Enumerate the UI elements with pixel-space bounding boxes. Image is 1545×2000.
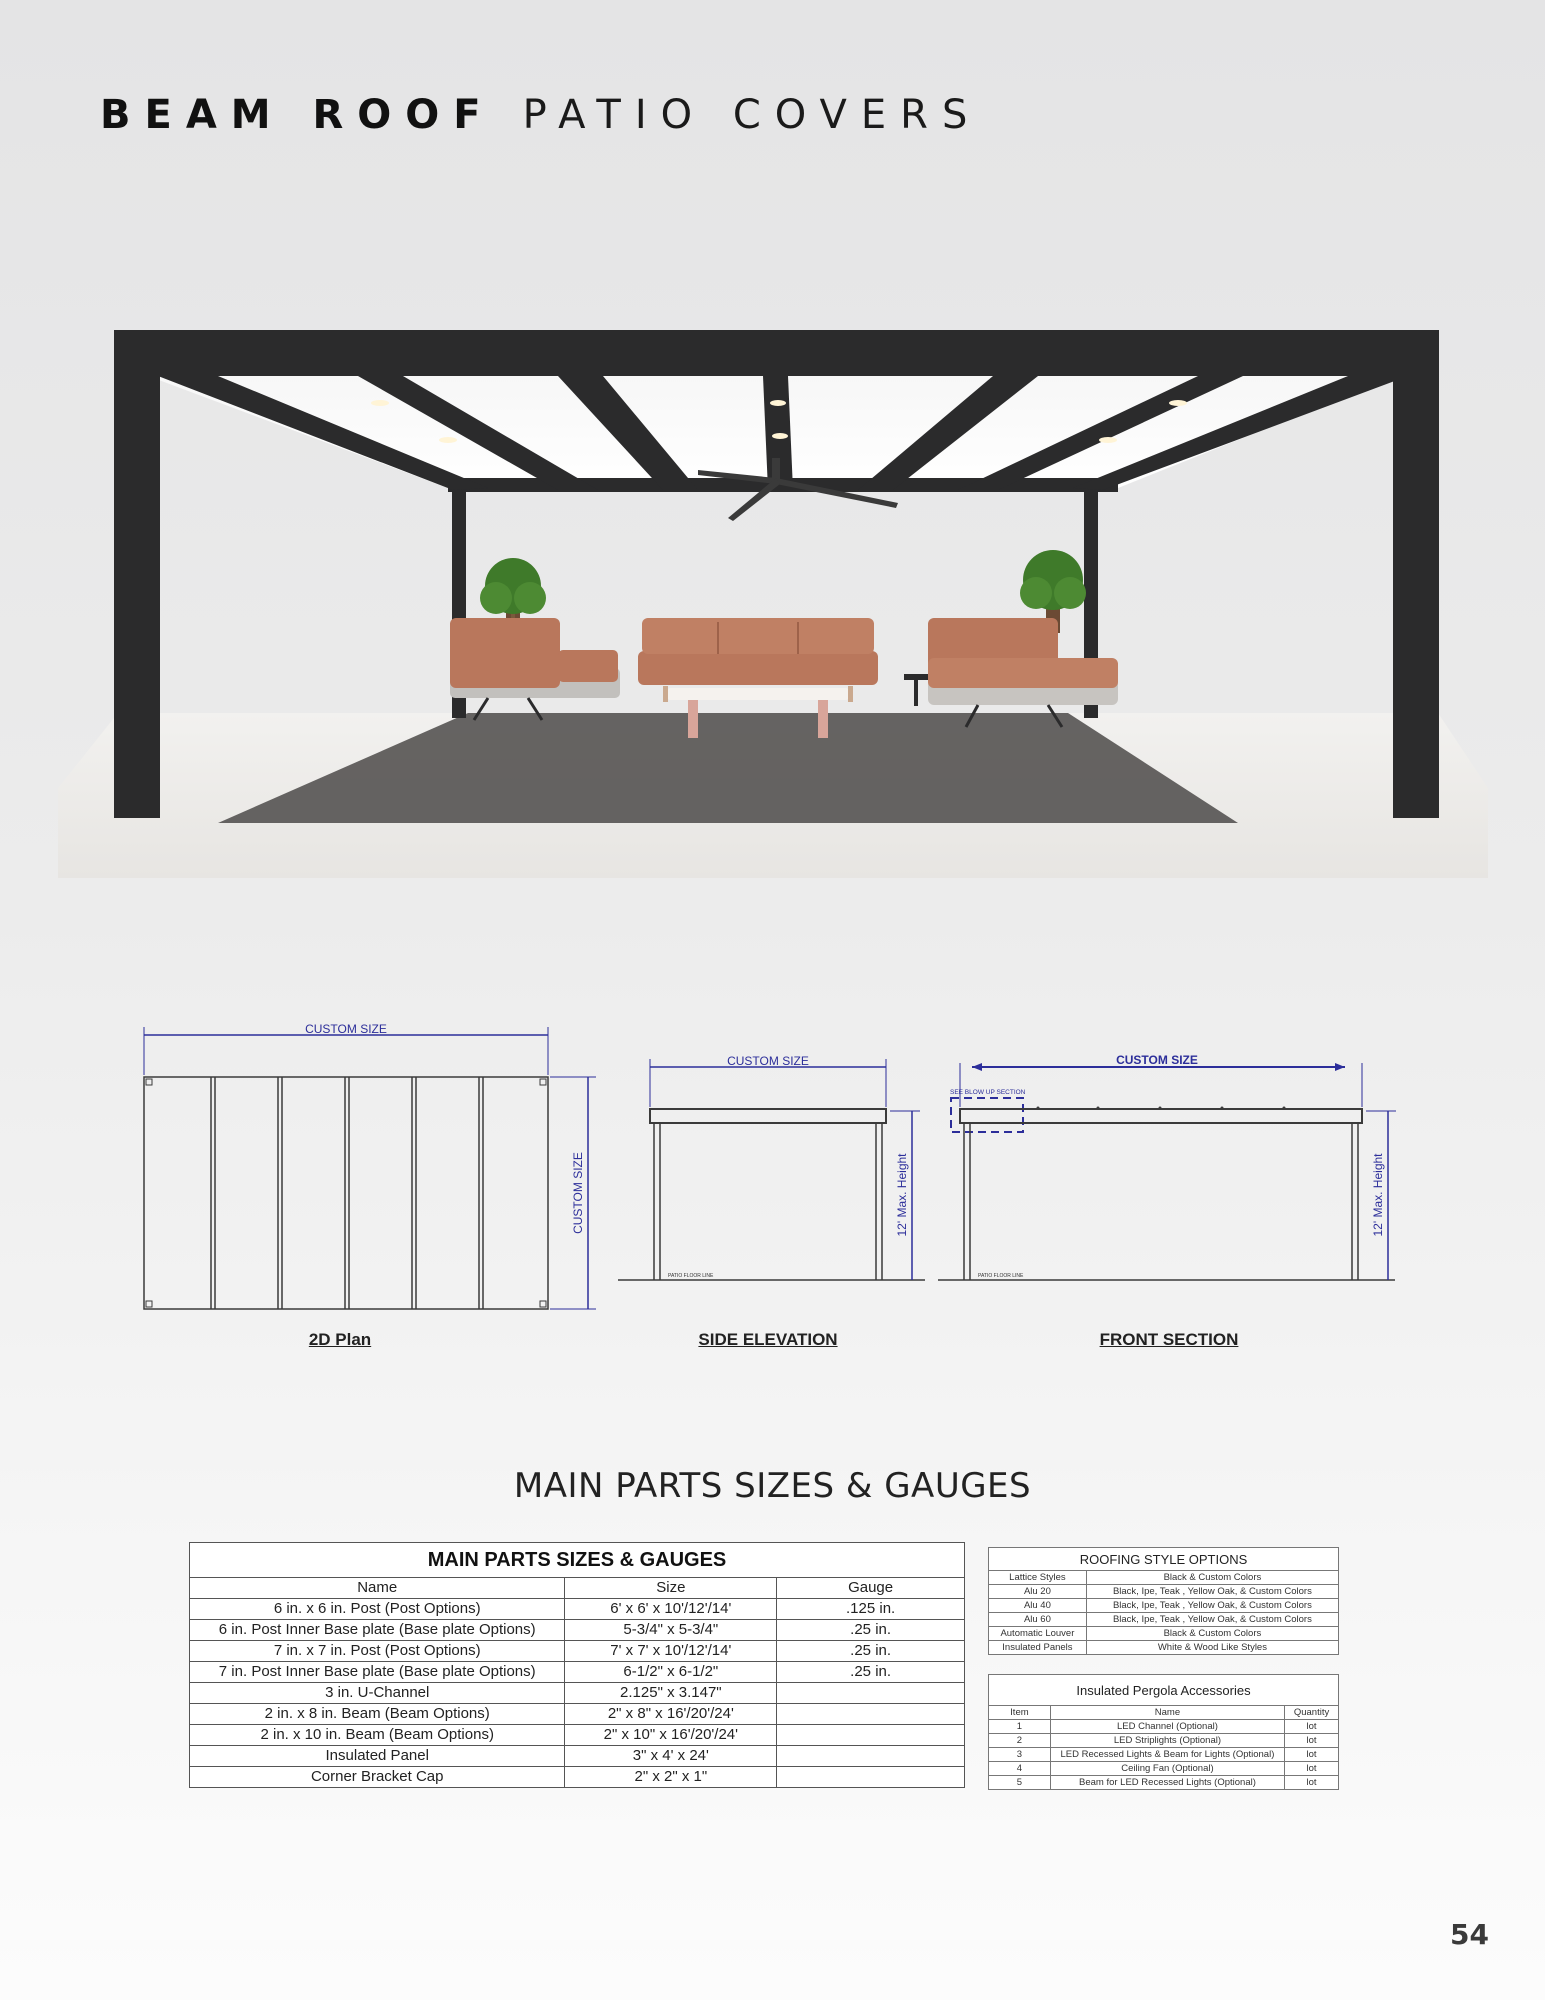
title-bold-part: BEAM ROOF	[100, 92, 495, 138]
table-row	[190, 1683, 965, 1704]
table-row	[989, 1599, 1339, 1613]
drawings-svg	[130, 1015, 1410, 1360]
part-name: Corner Bracket Cap	[190, 1767, 565, 1788]
side-elevation-caption: SIDE ELEVATION	[698, 1330, 838, 1349]
column-header: Quantity	[1285, 1706, 1339, 1720]
table-row	[190, 1620, 965, 1641]
roof-colors: White & Wood Like Styles	[1086, 1641, 1338, 1655]
side-table	[904, 674, 928, 706]
part-gauge: .25 in.	[777, 1641, 965, 1662]
table-row	[989, 1720, 1339, 1734]
item-name: Ceiling Fan (Optional)	[1050, 1762, 1284, 1776]
plan-view	[144, 1022, 596, 1309]
part-size: 3" x 4' x 24'	[565, 1746, 777, 1767]
page-number: 54	[1450, 1918, 1489, 1951]
column-header: Size	[565, 1578, 777, 1599]
part-name: 2 in. x 10 in. Beam (Beam Options)	[190, 1725, 565, 1746]
table-row	[989, 1627, 1339, 1641]
part-size: 5-3/4" x 5-3/4"	[565, 1620, 777, 1641]
part-size: 6-1/2" x 6-1/2"	[565, 1662, 777, 1683]
part-gauge: .25 in.	[777, 1620, 965, 1641]
item-name: Beam for LED Recessed Lights (Optional)	[1050, 1776, 1284, 1790]
column-header: Name	[1050, 1706, 1284, 1720]
item-number: 2	[989, 1734, 1051, 1748]
plan-width-label: CUSTOM SIZE	[305, 1022, 387, 1036]
sofa-left	[450, 618, 620, 720]
roofing-style-table	[988, 1547, 1339, 1655]
front-post-left	[114, 368, 160, 818]
front-floor-label: PATIO FLOOR LINE	[978, 1273, 1024, 1279]
part-name: 6 in. x 6 in. Post (Post Options)	[190, 1599, 565, 1620]
title-light-part: PATIO COVERS	[522, 92, 982, 138]
part-size: 6' x 6' x 10'/12'/14'	[565, 1599, 777, 1620]
accessories-table-caption: Insulated Pergola Accessories	[989, 1675, 1339, 1706]
part-name: 6 in. Post Inner Base plate (Base plate Options)	[190, 1620, 565, 1641]
table-row	[190, 1767, 965, 1788]
side-floor-label: PATIO FLOOR LINE	[668, 1273, 714, 1279]
table-row	[190, 1641, 965, 1662]
column-header: Gauge	[777, 1578, 965, 1599]
part-name: 3 in. U-Channel	[190, 1683, 565, 1704]
roof-style: Insulated Panels	[989, 1641, 1087, 1655]
part-size: 2" x 2" x 1"	[565, 1767, 777, 1788]
part-gauge: .125 in.	[777, 1599, 965, 1620]
main-parts-table	[189, 1542, 965, 1788]
item-number: 3	[989, 1748, 1051, 1762]
front-detail-label: SEE BLOW UP SECTION	[950, 1089, 1026, 1096]
front-post-right	[1393, 368, 1439, 818]
part-size: 7' x 7' x 10'/12'/14'	[565, 1641, 777, 1662]
part-gauge	[777, 1725, 965, 1746]
roof-colors: Black & Custom Colors	[1086, 1571, 1338, 1585]
part-gauge	[777, 1746, 965, 1767]
part-size: 2" x 10" x 16'/20'/24'	[565, 1725, 777, 1746]
column-header: Name	[190, 1578, 565, 1599]
table-row	[989, 1734, 1339, 1748]
roof-style: Alu 20	[989, 1585, 1087, 1599]
item-number: 5	[989, 1776, 1051, 1790]
column-header: Item	[989, 1706, 1051, 1720]
part-size: 2" x 8" x 16'/20'/24'	[565, 1704, 777, 1725]
table-row	[190, 1725, 965, 1746]
patio-cover-rendering	[58, 318, 1488, 878]
front-beam	[114, 330, 1439, 376]
item-number: 4	[989, 1762, 1051, 1776]
part-name: 7 in. x 7 in. Post (Post Options)	[190, 1641, 565, 1662]
roof-colors: Black, Ipe, Teak , Yellow Oak, & Custom Colors	[1086, 1585, 1338, 1599]
item-number: 1	[989, 1720, 1051, 1734]
part-name: Insulated Panel	[190, 1746, 565, 1767]
table-row	[989, 1613, 1339, 1627]
accessories-table	[988, 1674, 1339, 1790]
part-gauge	[777, 1767, 965, 1788]
page-title	[100, 92, 981, 138]
item-name: LED Striplights (Optional)	[1050, 1734, 1284, 1748]
part-gauge	[777, 1683, 965, 1704]
front-width-label: CUSTOM SIZE	[1116, 1053, 1198, 1067]
table-row	[989, 1641, 1339, 1655]
item-quantity: lot	[1285, 1762, 1339, 1776]
part-gauge	[777, 1704, 965, 1725]
roof-colors: Black, Ipe, Teak , Yellow Oak, & Custom Colors	[1086, 1599, 1338, 1613]
table-row	[190, 1746, 965, 1767]
table-row	[989, 1585, 1339, 1599]
front-height-label: 12' Max. Height	[1371, 1153, 1385, 1237]
table-row	[989, 1571, 1339, 1585]
table-row	[989, 1776, 1339, 1790]
roof-colors: Black & Custom Colors	[1086, 1627, 1338, 1641]
item-quantity: lot	[1285, 1734, 1339, 1748]
part-gauge: .25 in.	[777, 1662, 965, 1683]
roof-style: Automatic Louver	[989, 1627, 1087, 1641]
item-quantity: lot	[1285, 1748, 1339, 1762]
plan-caption: 2D Plan	[308, 1330, 372, 1349]
item-name: LED Recessed Lights & Beam for Lights (Optional)	[1050, 1748, 1284, 1762]
part-size: 2.125" x 3.147"	[565, 1683, 777, 1704]
technical-drawings	[130, 1015, 1410, 1360]
table-row	[190, 1704, 965, 1725]
item-quantity: lot	[1285, 1720, 1339, 1734]
roof-style: Lattice Styles	[989, 1571, 1087, 1585]
main-table-caption: MAIN PARTS SIZES & GAUGES	[190, 1543, 965, 1578]
roof-style: Alu 60	[989, 1613, 1087, 1627]
side-height-label: 12' Max. Height	[895, 1153, 909, 1237]
part-name: 2 in. x 8 in. Beam (Beam Options)	[190, 1704, 565, 1725]
item-quantity: lot	[1285, 1776, 1339, 1790]
table-row	[190, 1662, 965, 1683]
part-name: 7 in. Post Inner Base plate (Base plate Options)	[190, 1662, 565, 1683]
roof-style: Alu 40	[989, 1599, 1087, 1613]
table-row	[190, 1599, 965, 1620]
table-row	[989, 1748, 1339, 1762]
item-name: LED Channel (Optional)	[1050, 1720, 1284, 1734]
roofing-table-caption: ROOFING STYLE OPTIONS	[989, 1548, 1339, 1571]
front-section-caption: FRONT SECTION	[1099, 1330, 1239, 1349]
front-section-view	[938, 1053, 1396, 1280]
plan-depth-label: CUSTOM SIZE	[571, 1152, 585, 1234]
table-row	[989, 1762, 1339, 1776]
side-width-label: CUSTOM SIZE	[727, 1054, 809, 1068]
side-elevation-view	[618, 1054, 925, 1280]
roof-colors: Black, Ipe, Teak , Yellow Oak, & Custom Colors	[1086, 1613, 1338, 1627]
section-heading: MAIN PARTS SIZES & GAUGES	[513, 1466, 1032, 1506]
